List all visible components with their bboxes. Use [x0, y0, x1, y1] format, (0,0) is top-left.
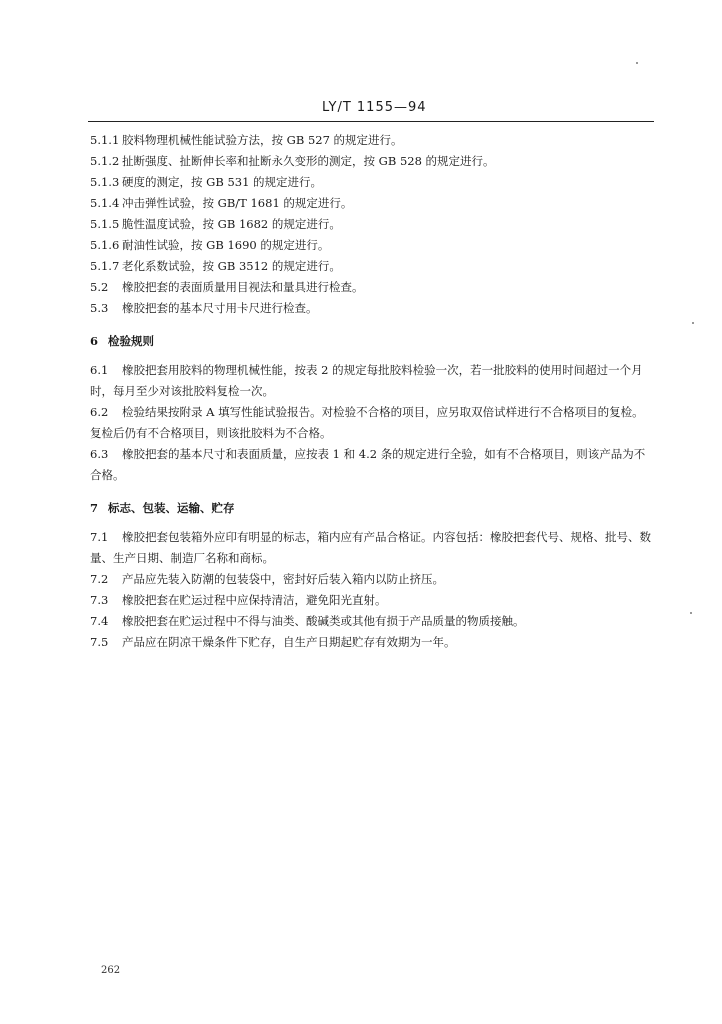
clause-paragraph [90, 360, 655, 402]
clause-text: 产品应先装入防潮的包装袋中，密封好后装入箱内以防止挤压。 [122, 572, 444, 586]
clause-paragraph [90, 611, 655, 632]
clause-paragraph [90, 402, 655, 444]
clause-paragraph [90, 444, 655, 486]
clause-number: 5.2 [90, 280, 109, 294]
clause-number: 7.2 [90, 572, 109, 586]
clause-text: 耐油性试验，按 GB 1690 的规定进行。 [122, 238, 330, 252]
clause-number: 5.1.4 [90, 196, 120, 210]
section-7-number: 7 [90, 501, 99, 515]
clause-line [90, 298, 655, 319]
clause-number: 5.1.7 [90, 259, 120, 273]
clause-paragraph [90, 569, 655, 590]
clause-line [90, 193, 655, 214]
clause-number: 7.3 [90, 593, 109, 607]
clause-number: 7.5 [90, 635, 109, 649]
clause-line [90, 235, 655, 256]
clause-number: 6.3 [90, 447, 109, 461]
clause-text: 扯断强度、扯断伸长率和扯断永久变形的测定，按 GB 528 的规定进行。 [122, 154, 495, 168]
scan-speck [692, 322, 694, 324]
section-7-title: 标志、包装、运输、贮存 [108, 501, 235, 515]
clause-number: 7.1 [90, 530, 109, 544]
clause-text: 检验结果按附录 A 填写性能试验报告。对检验不合格的项目，应另取双倍试样进行不合格项目的复检。复检后仍有不合格项目，则该批胶料为不合格。 [90, 405, 644, 440]
clause-line [90, 151, 655, 172]
clause-paragraph [90, 527, 655, 569]
page-number: 262 [101, 965, 121, 976]
section-6-title: 检验规则 [108, 334, 155, 348]
clause-text: 橡胶把套用胶料的物理机械性能，按表 2 的规定每批胶料检验一次，若一批胶料的使用时间超过一个月时，每月至少对该批胶料复检一次。 [90, 363, 643, 398]
clause-line [90, 277, 655, 298]
clause-line [90, 130, 655, 151]
clause-text: 橡胶把套的表面质量用目视法和量具进行检查。 [122, 280, 364, 294]
clause-number: 5.1.1 [90, 133, 120, 147]
clause-text: 胶料物理机械性能试验方法，按 GB 527 的规定进行。 [122, 133, 403, 147]
header-rule [88, 121, 654, 122]
clause-text: 硬度的测定，按 GB 531 的规定进行。 [122, 175, 323, 189]
clause-text: 橡胶把套在贮运过程中不得与油类、酸碱类或其他有损于产品质量的物质接触。 [122, 614, 525, 628]
clause-paragraph [90, 590, 655, 611]
section-7-paragraphs [90, 527, 655, 653]
scan-speck [636, 62, 638, 64]
clause-paragraph [90, 632, 655, 653]
clause-text: 老化系数试验，按 GB 3512 的规定进行。 [122, 259, 341, 273]
clause-number: 6.1 [90, 363, 109, 377]
clause-text: 橡胶把套包装箱外应印有明显的标志，箱内应有产品合格证。内容包括：橡胶把套代号、规格、批号、数量、生产日期、制造厂名称和商标。 [90, 530, 651, 565]
clause-text: 橡胶把套的基本尺寸用卡尺进行检查。 [122, 301, 318, 315]
clause-line [90, 214, 655, 235]
clause-text: 冲击弹性试验，按 GB/T 1681 的规定进行。 [122, 196, 353, 210]
document-body [90, 130, 655, 653]
section-6-heading [90, 331, 655, 352]
clause-text: 脆性温度试验，按 GB 1682 的规定进行。 [122, 217, 341, 231]
clause-number: 7.4 [90, 614, 109, 628]
clause-text: 橡胶把套在贮运过程中应保持清洁，避免阳光直射。 [122, 593, 387, 607]
clause-number: 5.1.6 [90, 238, 120, 252]
page-header-standard-code: LY/T 1155—94 [322, 100, 427, 115]
section-7-heading [90, 498, 655, 519]
clause-text: 橡胶把套的基本尺寸和表面质量，应按表 1 和 4.2 条的规定进行全验，如有不合格项目，则该产品为不合格。 [90, 447, 646, 482]
clause-number: 5.3 [90, 301, 109, 315]
clause-number: 6.2 [90, 405, 109, 419]
clause-line [90, 256, 655, 277]
section-6-paragraphs [90, 360, 655, 486]
clause-line [90, 172, 655, 193]
clause-text: 产品应在阴凉干燥条件下贮存，自生产日期起贮存有效期为一年。 [122, 635, 456, 649]
clause-number: 5.1.5 [90, 217, 120, 231]
clause-number: 5.1.2 [90, 154, 120, 168]
section-5-items [90, 130, 655, 319]
scan-speck [690, 612, 692, 614]
clause-number: 5.1.3 [90, 175, 120, 189]
section-6-number: 6 [90, 334, 99, 348]
